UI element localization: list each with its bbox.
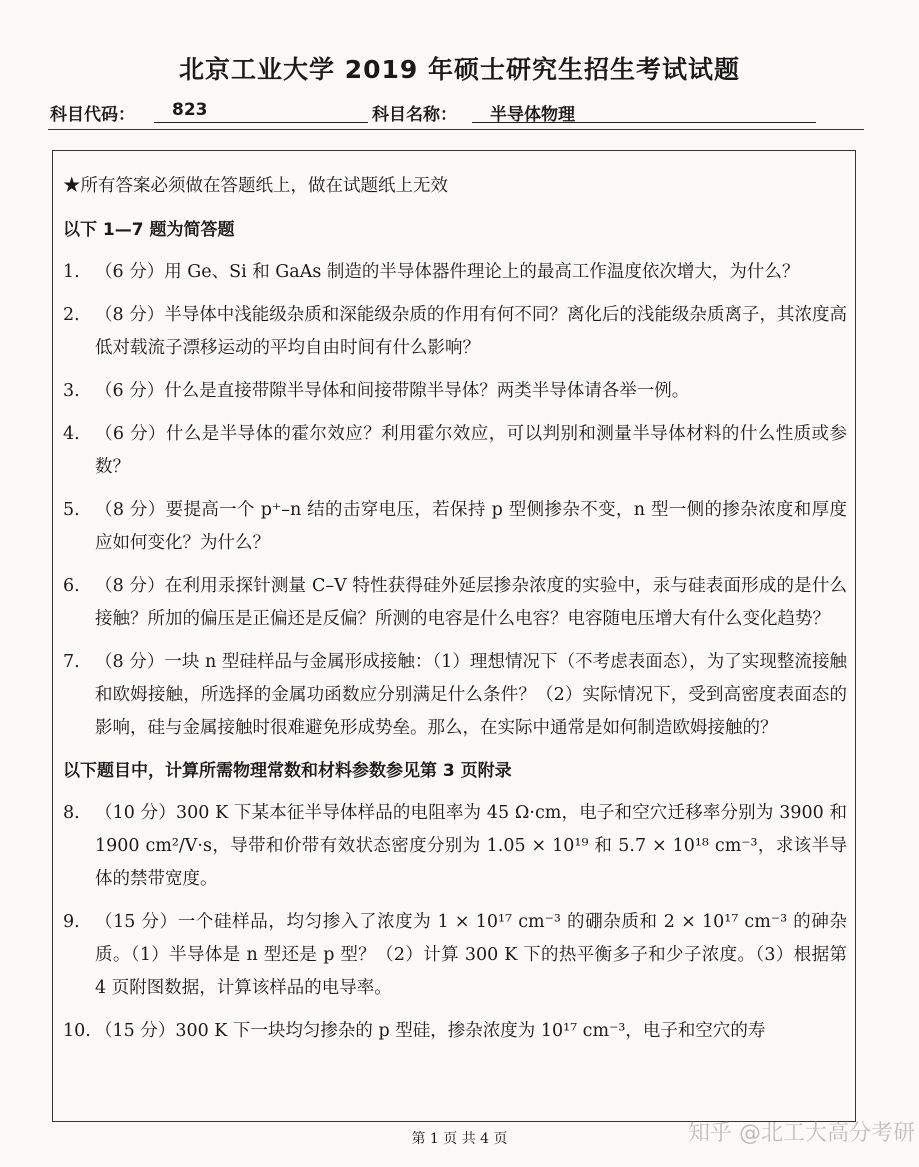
question-item — [63, 299, 847, 365]
question-item — [63, 256, 847, 289]
header-rule — [48, 129, 864, 130]
question-item — [63, 646, 847, 745]
question-text: （6 分）用 Ge、Si 和 GaAs 制造的半导体器件理论上的最高工作温度依次增大，为什么？ — [95, 262, 800, 282]
question-number: 4. — [63, 424, 80, 444]
subject-name-label: 科目名称： — [372, 105, 457, 125]
question-item — [63, 906, 847, 1005]
question-text: （8 分）一块 n 型硅样品与金属形成接触：（1）理想情况下（不考虑表面态），为了实现整流接触和欧姆接触，所选择的金属功函数应分别满足什么条件？（2）实际情况下，受到高密度表面态的影响，硅与金属接触时很难避免形成势垒。那么，在实际中通常是如何制造欧姆接触的？ — [95, 652, 847, 738]
question-number: 1. — [63, 262, 80, 282]
subject-code-value: 823 — [154, 100, 368, 123]
question-text: （6 分）什么是直接带隙半导体和间接带隙半导体？两类半导体请各举一例。 — [95, 381, 690, 401]
notice: ★所有答案必须做在答题纸上，做在试题纸上无效 — [63, 176, 448, 196]
question-text: （8 分）要提高一个 p⁺–n 结的击穿电压，若保持 p 型侧掺杂不变，n 型一侧的掺杂浓度和厚度应如何变化？为什么？ — [95, 500, 847, 553]
question-text: （15 分）300 K 下一块均匀掺杂的 p 型硅，掺杂浓度为 10¹⁷ cm⁻³，电子和空穴的寿 — [95, 1021, 766, 1041]
question-number: 6. — [63, 576, 80, 596]
question-item — [63, 570, 847, 636]
subject-name-value: 半导体物理 — [472, 100, 816, 123]
subject-code-label: 科目代码： — [50, 105, 135, 125]
question-text: （10 分）300 K 下某本征半导体样品的电阻率为 45 Ω·cm，电子和空穴迁移率分别为 3900 和 1900 cm²/V·s，导带和价带有效状态密度分别为 1.05 × 10¹⁹ 和 5.7 × 10¹⁸ cm⁻³，求该半导体的禁带宽度。 — [95, 803, 847, 889]
question-number: 8. — [63, 803, 80, 823]
question-list-short-answer — [63, 256, 847, 745]
page-footer: 第 1 页 共 4 页 — [411, 1131, 508, 1147]
question-number: 5. — [63, 500, 80, 520]
question-item — [63, 797, 847, 896]
section-2-heading: 以下题目中，计算所需物理常数和材料参数参见第 3 页附录 — [63, 761, 512, 781]
question-content — [63, 169, 847, 1058]
question-text: （6 分）什么是半导体的霍尔效应？利用霍尔效应，可以判别和测量半导体材料的什么性质或参数？ — [95, 424, 847, 477]
subject-line — [50, 100, 860, 126]
question-frame — [52, 150, 856, 1122]
exam-title: 北京工业大学 2019 年硕士研究生招生考试试题 — [179, 55, 740, 84]
question-text: （8 分）在利用汞探针测量 C–V 特性获得硅外延层掺杂浓度的实验中，汞与硅表面形成的是什么接触？所加的偏压是正偏还是反偏？所测的电容是什么电容？电容随电压增大有什么变化趋势？ — [95, 576, 847, 629]
question-item — [63, 1015, 847, 1048]
question-number: 9. — [63, 912, 80, 932]
watermark: 知乎 @北工大高分考研 — [688, 1121, 915, 1146]
question-number: 2. — [63, 305, 80, 325]
question-item — [63, 375, 847, 408]
section-1-heading: 以下 1—7 题为简答题 — [63, 220, 235, 240]
question-text: （8 分）半导体中浅能级杂质和深能级杂质的作用有何不同？离化后的浅能级杂质离子，其浓度高低对载流子漂移运动的平均自由时间有什么影响？ — [95, 305, 847, 358]
question-number: 10. — [63, 1021, 91, 1041]
question-number: 3. — [63, 381, 80, 401]
question-list-calculation — [63, 797, 847, 1048]
question-item — [63, 418, 847, 484]
question-number: 7. — [63, 652, 80, 672]
question-item — [63, 494, 847, 560]
question-text: （15 分）一个硅样品，均匀掺入了浓度为 1 × 10¹⁷ cm⁻³ 的硼杂质和 2 × 10¹⁷ cm⁻³ 的砷杂质。（1）半导体是 n 型还是 p 型？（2）计算 300 K 下的热平衡多子和少子浓度。（3）根据第 4 页附图数据，计算该样品的电导率。 — [95, 912, 847, 998]
